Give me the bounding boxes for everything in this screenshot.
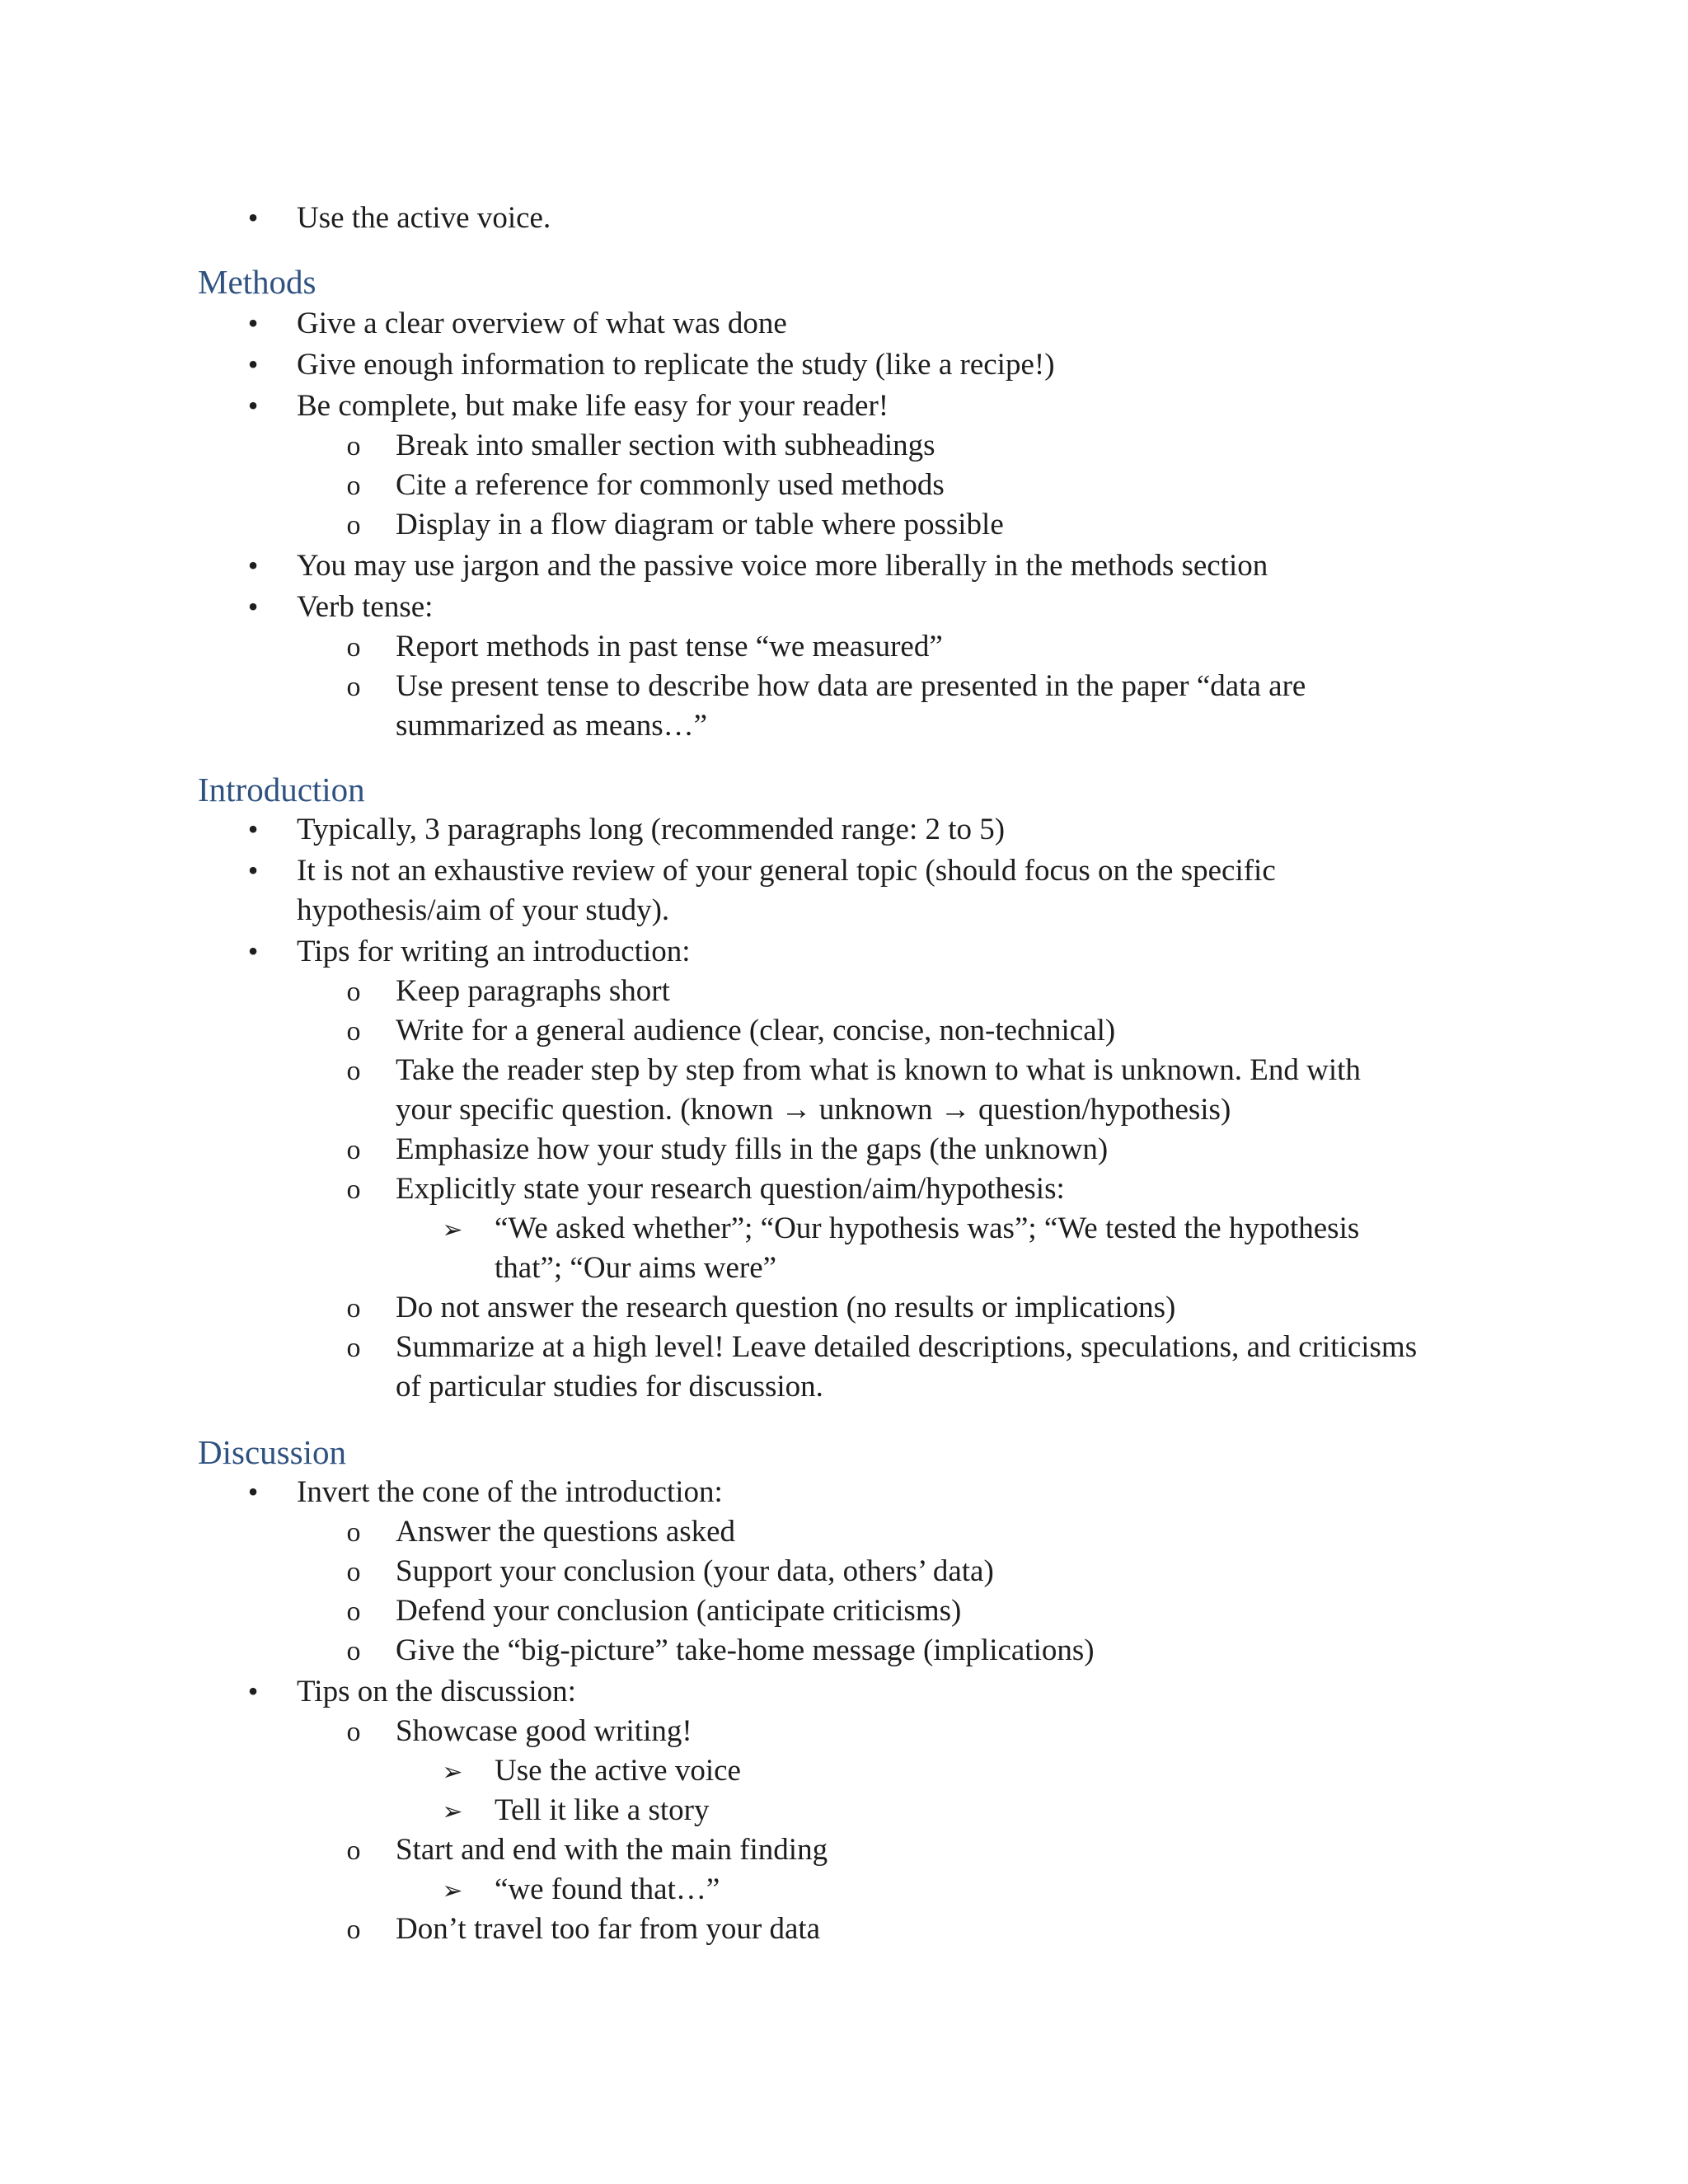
list-item-text: Give a clear overview of what was done [297, 307, 787, 340]
circle-marker: o [346, 510, 361, 541]
list-item-text: Be complete, but make life easy for your reader! [297, 389, 889, 423]
list-item [0, 1790, 1688, 1830]
list-item-continuation [0, 1248, 1688, 1288]
list-item-text: Invert the cone of the introduction: [297, 1475, 723, 1509]
circle-marker: o [346, 1333, 361, 1363]
circle-marker: o [346, 1174, 361, 1205]
list-item [0, 666, 1688, 706]
list-item-text: Support your conclusion (your data, others’ data) [396, 1554, 994, 1588]
list-item-text: It is not an exhaustive review of your general topic (should focus on the specific [297, 854, 1276, 888]
bullet-marker: • [247, 348, 259, 381]
circle-marker: o [346, 471, 361, 501]
arrow-bullet-icon: ➢ [442, 1759, 463, 1786]
list-item [0, 344, 1688, 385]
bullet-marker: • [247, 307, 259, 340]
list-item-continuation [0, 1366, 1688, 1407]
circle-marker: o [346, 431, 361, 462]
circle-marker: o [346, 1835, 361, 1866]
list-item-text: Tips for writing an introduction: [297, 935, 691, 968]
circle-marker: o [346, 1557, 361, 1587]
circle-marker: o [346, 1056, 361, 1086]
section-heading-methods: Methods [198, 263, 316, 301]
list-item [0, 809, 1688, 850]
circle-marker: o [346, 1135, 361, 1165]
list-item [0, 1551, 1688, 1591]
list-item [0, 1472, 1688, 1512]
list-item-text: Give the “big-picture” take-home message (implications) [396, 1633, 1095, 1667]
list-item [0, 851, 1688, 891]
circle-marker: o [346, 977, 361, 1007]
list-item [0, 626, 1688, 667]
circle-marker: o [346, 1717, 361, 1747]
list-item-text: You may use jargon and the passive voice more liberally in the methods section [297, 549, 1268, 583]
list-item [0, 1869, 1688, 1910]
list-item [0, 386, 1688, 426]
bullet-marker: • [247, 590, 259, 623]
bullet-marker: • [247, 1675, 259, 1708]
bullet-marker: • [247, 549, 259, 582]
list-item-text: Take the reader step by step from what is known to what is unknown. End with [396, 1053, 1361, 1087]
list-item [0, 1169, 1688, 1209]
list-item-continuation [0, 1090, 1688, 1130]
circle-marker: o [346, 632, 361, 663]
bullet-marker: • [247, 854, 259, 887]
arrow-bullet-icon: ➢ [442, 1798, 463, 1825]
list-item-text: Showcase good writing! [396, 1714, 692, 1748]
circle-marker: o [346, 672, 361, 702]
list-item [0, 303, 1688, 344]
list-item-text: Cite a reference for commonly used methods [396, 468, 945, 502]
list-item-text: summarized as means…” [396, 709, 708, 743]
list-item-text: Do not answer the research question (no results or implications) [396, 1291, 1176, 1324]
list-item [0, 1129, 1688, 1169]
list-item-continuation [0, 705, 1688, 746]
list-item-text: Use the active voice. [297, 201, 551, 235]
list-item [0, 1010, 1688, 1051]
list-item-text: Use the active voice [495, 1754, 741, 1788]
list-item [0, 504, 1688, 545]
list-item-text: Defend your conclusion (anticipate criticisms) [396, 1594, 962, 1628]
list-item-text: Tips on the discussion: [297, 1675, 576, 1708]
list-item-text: Keep paragraphs short [396, 974, 670, 1008]
list-item-text: Answer the questions asked [396, 1515, 736, 1549]
list-item-text: Tell it like a story [495, 1793, 710, 1827]
list-item-text: of particular studies for discussion. [396, 1370, 823, 1404]
bullet-marker: • [247, 389, 259, 422]
circle-marker: o [346, 1915, 361, 1945]
list-item-text: “We asked whether”; “Our hypothesis was”; “We tested the hypothesis [495, 1212, 1360, 1245]
list-item-text: Display in a flow diagram or table where possible [396, 508, 1004, 541]
list-item [0, 546, 1688, 586]
list-item [0, 1671, 1688, 1712]
list-item [0, 1750, 1688, 1791]
list-item-text: Write for a general audience (clear, concise, non-technical) [396, 1014, 1116, 1047]
bullet-marker: • [247, 813, 259, 846]
list-item-text: your specific question. (known → unknown → question/hypothesis) [396, 1093, 1231, 1127]
circle-marker: o [346, 1596, 361, 1627]
list-item-text: Don’t travel too far from your data [396, 1912, 821, 1946]
list-item-text: Break into smaller section with subheadings [396, 429, 935, 462]
list-item-text: that”; “Our aims were” [495, 1251, 777, 1285]
list-item [0, 971, 1688, 1011]
list-item-text: “we found that…” [495, 1872, 720, 1906]
list-item-text: Start and end with the main finding [396, 1833, 828, 1867]
arrow-bullet-icon: ➢ [442, 1216, 463, 1244]
arrow-bullet-icon: ➢ [442, 1877, 463, 1905]
list-item [0, 465, 1688, 505]
list-item [0, 1630, 1688, 1671]
list-item [0, 931, 1688, 972]
list-item-continuation [0, 890, 1688, 930]
list-item-text: Explicitly state your research question/aim/hypothesis: [396, 1172, 1065, 1206]
list-item [0, 1208, 1688, 1249]
list-item-text: Give enough information to replicate the study (like a recipe!) [297, 348, 1055, 382]
list-item [0, 1591, 1688, 1631]
list-item [0, 1050, 1688, 1090]
section-heading-introduction: Introduction [198, 771, 365, 808]
circle-marker: o [346, 1636, 361, 1666]
list-item [0, 1909, 1688, 1949]
section-heading-discussion: Discussion [198, 1433, 346, 1471]
bullet-marker: • [247, 935, 259, 968]
list-item-text: Summarize at a high level! Leave detailed descriptions, speculations, and criticisms [396, 1330, 1418, 1364]
bullet-marker: • [247, 201, 259, 234]
list-item-text: Use present tense to describe how data are presented in the paper “data are [396, 669, 1306, 703]
list-item [0, 1711, 1688, 1751]
circle-marker: o [346, 1293, 361, 1324]
list-item [0, 1511, 1688, 1552]
list-item-text: Report methods in past tense “we measured” [396, 630, 943, 663]
list-item-text: Typically, 3 paragraphs long (recommended range: 2 to 5) [297, 813, 1006, 846]
list-item [0, 425, 1688, 466]
list-item [0, 1287, 1688, 1328]
list-item [0, 1327, 1688, 1367]
list-item [0, 198, 1688, 238]
list-item [0, 587, 1688, 627]
bullet-marker: • [247, 1475, 259, 1508]
list-item [0, 1830, 1688, 1870]
circle-marker: o [346, 1517, 361, 1548]
list-item-text: Emphasize how your study fills in the gaps (the unknown) [396, 1132, 1109, 1166]
list-item-text: Verb tense: [297, 590, 434, 624]
list-item-text: hypothesis/aim of your study). [297, 893, 670, 927]
circle-marker: o [346, 1016, 361, 1047]
